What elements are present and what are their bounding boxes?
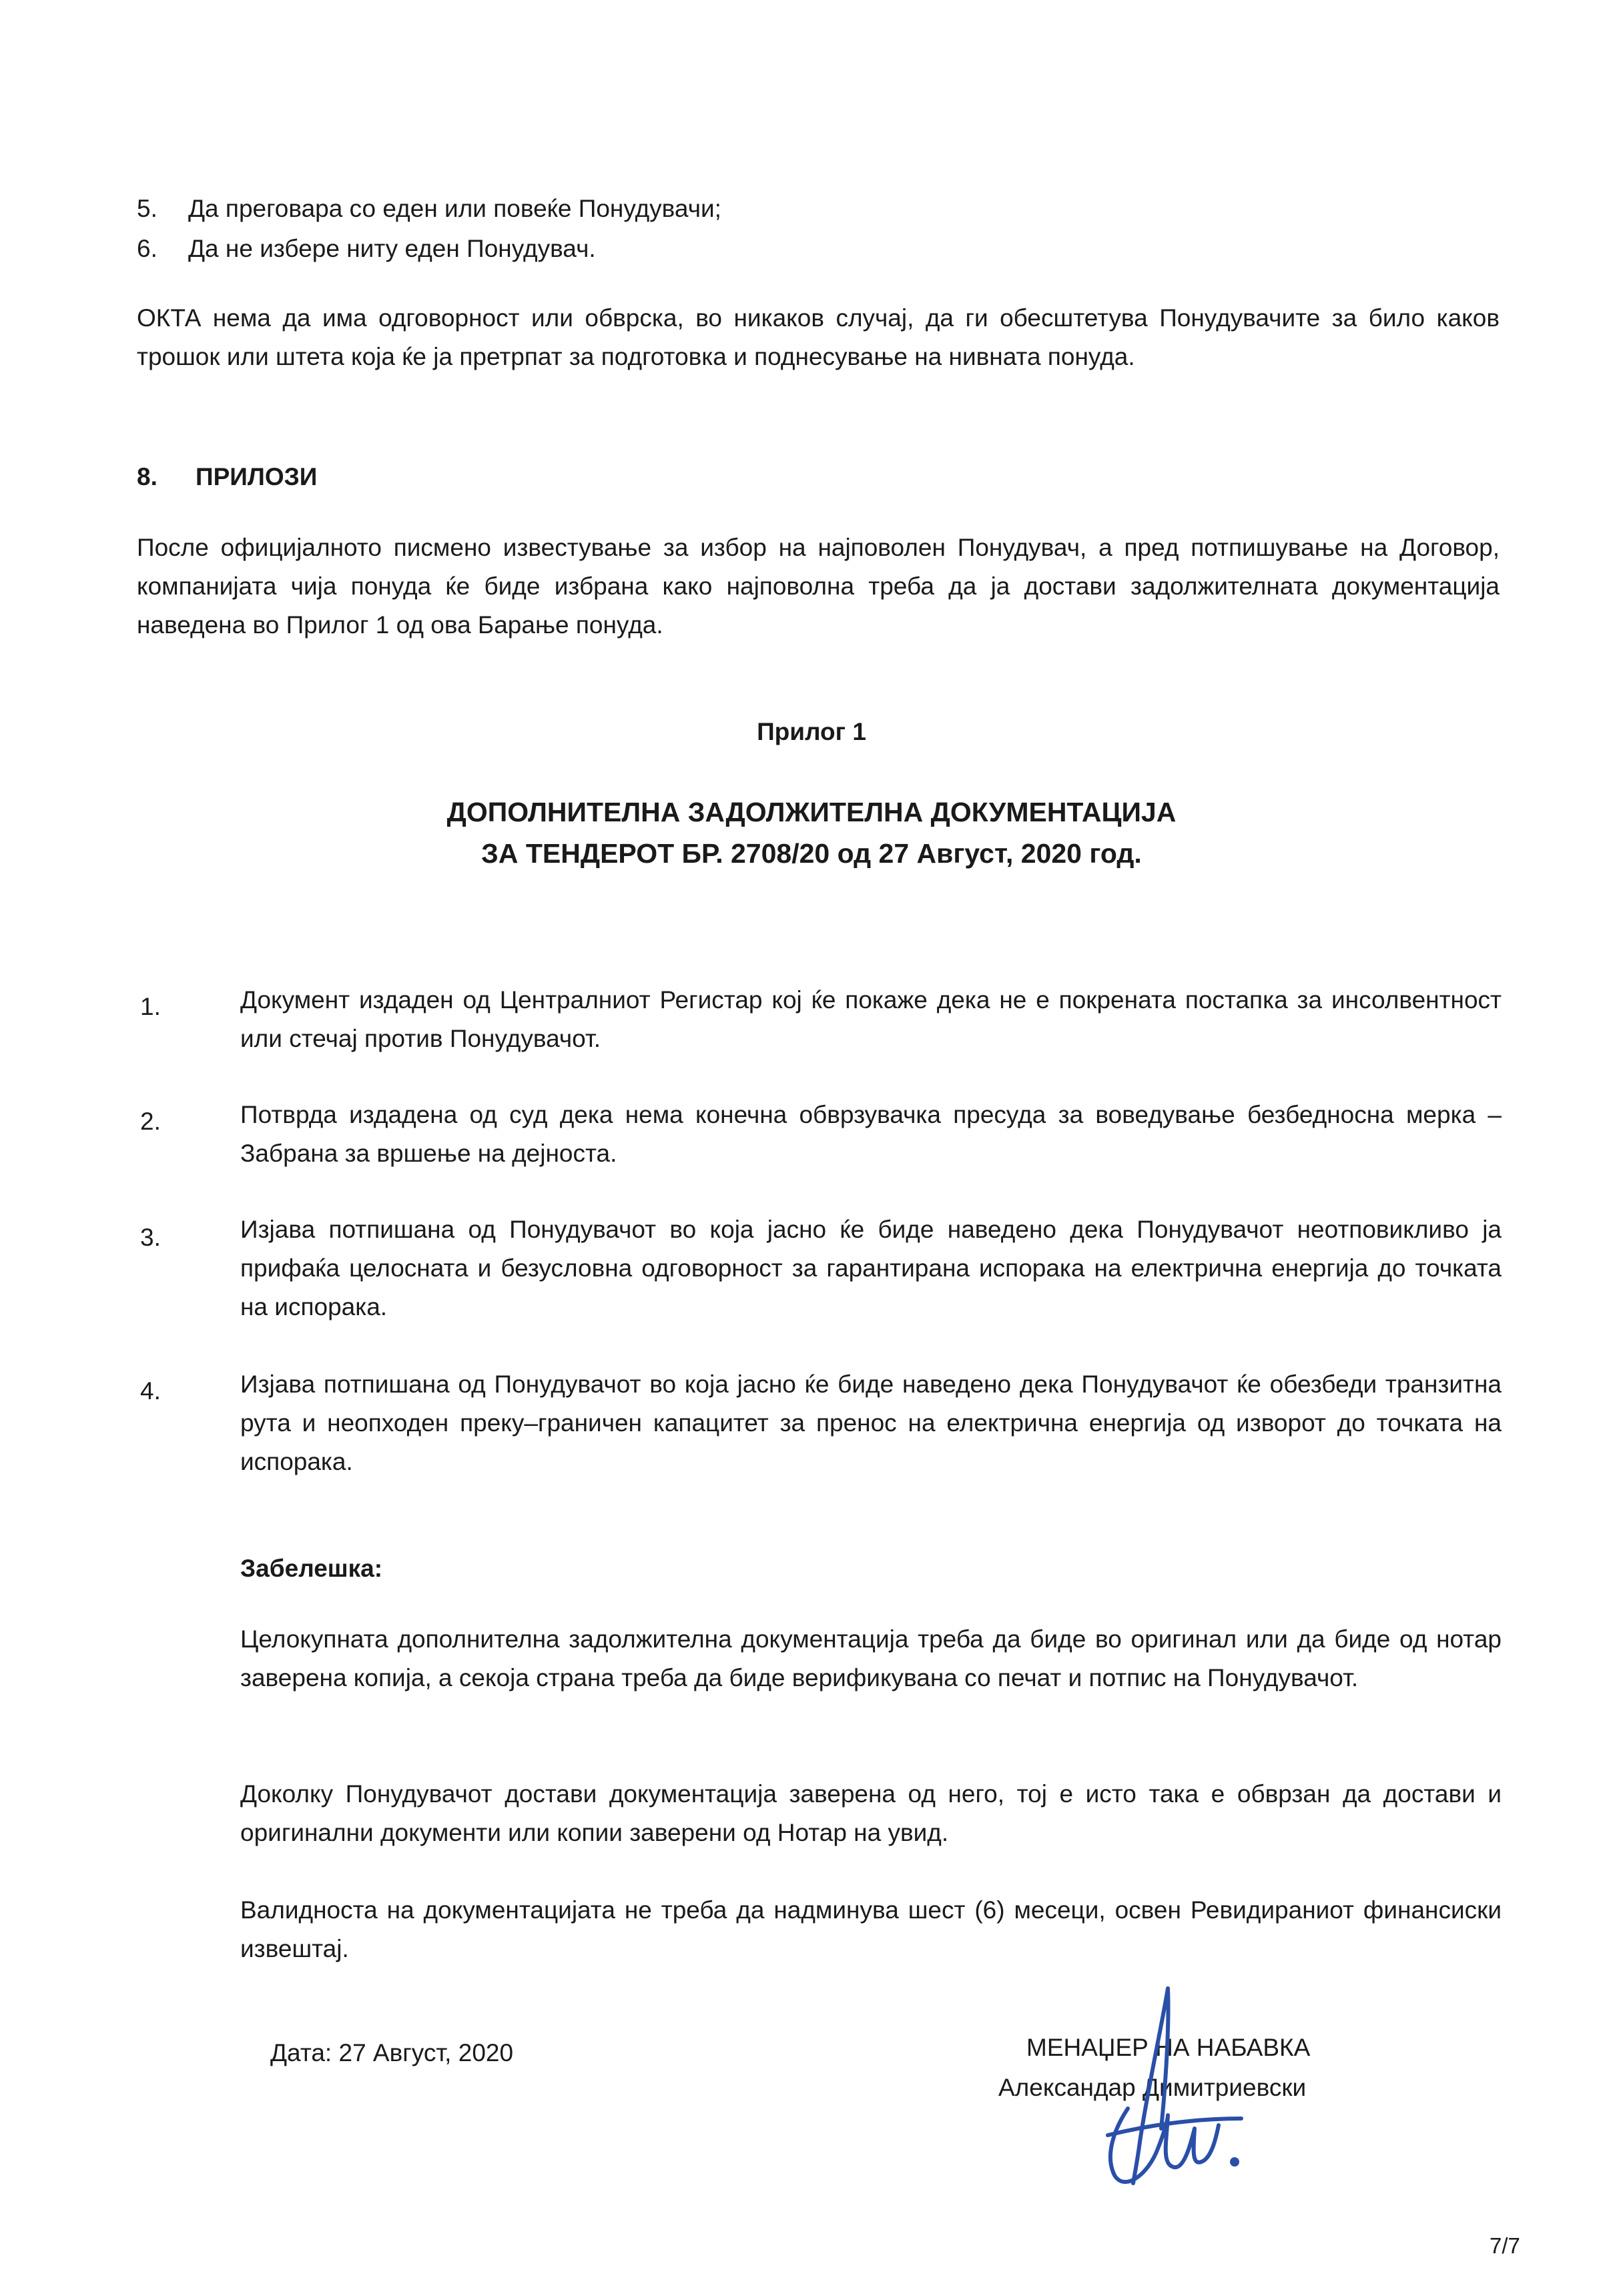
annex-item: Изјава потпишана од Понудувачот во која јасно ќе биде наведено дека Понудувачот ќе обезбеди транзитна рута и неопходен преку–граничен капацитет за пренос на електрична енергија од изворот до точката на испорака. [240,1371,1502,1475]
section-number: 8. [137,463,157,490]
section8-paragraph: После официјалното писмено известување за избор на најповолен Понудувач, а пред потпишување на Договор, компанијата чија понуда ќе биде избрана како најповолна треба да ја достави задолжителната документација наведена во Прилог 1 од ова Барање понуда. [137,534,1500,639]
annex-title-line2: ЗА ТЕНДЕРОТ БР. 2708/20 од 27 Август, 2020 год. [481,838,1142,869]
signatory-name: Александар Димитриевски [998,2074,1307,2101]
signatory-role: МЕНАЏЕР НА НАБАВКА [1026,2034,1311,2061]
note-heading: Забелешка: [240,1555,383,1582]
okta-paragraph: ОКТА нема да има одговорност или обврска, во никаков случај, да ги обесштетува Понудувачите за било каков трошок или штета која ќе ја претрпат за подготовка и поднесување на нивната понуда. [137,304,1500,370]
annex-item: Потврда издадена од суд дека нема конечна обврзувачка пресуда за воведување безбедносна мерка – Забрана за вршење на дејноста. [240,1101,1502,1167]
signature-icon [1068,1975,1281,2195]
note-paragraph: Целокупната дополнителна задолжителна документација треба да биде во оригинал или да биде од нотар заверена копија, а секоја страна треба да биде верификувана со печат и потпис на Понудувачот. [240,1625,1502,1691]
list-item: Да не избере ниту еден Понудувач. [188,235,596,262]
date-line: Дата: 27 Август, 2020 [270,2039,514,2066]
page-number: 7/7 [1490,2233,1520,2258]
list-number: 6. [137,235,157,262]
annex-title-line1: ДОПОЛНИТЕЛНА ЗАДОЛЖИТЕЛНА ДОКУМЕНТАЦИЈА [446,797,1177,827]
note-paragraph: Валидноста на документацијата не треба да надминува шест (6) месеци, освен Ревидираниот финансиски извештај. [240,1896,1502,1962]
annex-item-number: 4. [140,1377,161,1405]
annex-item: Изјава потпишана од Понудувачот во која јасно ќе биде наведено дека Понудувачот неотповикливо ја прифаќа целосната и безусловна одговорност за гарантирана испорака на електрична енергија до точката на испорака. [240,1216,1502,1320]
annex-item-number: 3. [140,1224,161,1251]
annex-item: Документ издаден од Централниот Регистар кој ќе покаже дека не е покрената постапка за инсолвентност или стечај против Понудувачот. [240,986,1502,1052]
list-number: 5. [137,195,157,222]
list-item: Да преговара со еден или повеќе Понудувачи; [188,195,721,222]
annex-item-number: 1. [140,993,161,1020]
annex-item-number: 2. [140,1108,161,1135]
annex-label: Прилог 1 [757,718,866,745]
note-paragraph: Доколку Понудувачот достави документација заверена од него, тој е исто така е обврзан да достави и оригинални документи или копии заверени од Нотар на увид. [240,1780,1502,1846]
section-title: ПРИЛОЗИ [196,463,318,490]
